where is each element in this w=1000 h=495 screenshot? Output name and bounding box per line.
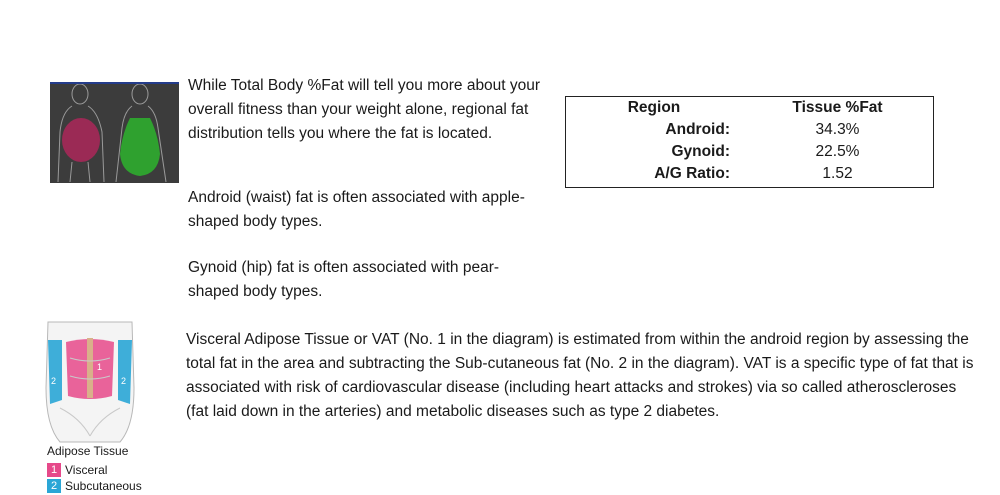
android-paragraph: Android (waist) fat is often associated with apple-shaped body types. xyxy=(188,189,525,230)
android-region-marker xyxy=(62,118,100,162)
body-fat-distribution-image xyxy=(50,82,179,183)
legend-swatch-visceral: 1 xyxy=(47,463,61,477)
header-tissue-fat: Tissue %Fat xyxy=(792,99,883,116)
row-region-label: A/G Ratio: xyxy=(654,165,730,182)
diagram-label-subcutaneous-right: 2 xyxy=(121,376,127,386)
row-fat-value: 34.3% xyxy=(815,121,860,138)
silhouettes-illustration xyxy=(50,82,179,183)
vat-paragraph: Visceral Adipose Tissue or VAT (No. 1 in the diagram) is estimated from within the android region by assessing the total fat in the area and subtracting the Sub-cutaneous fat (No. 2 in the diagram). VAT is a specific type of fat that is associated with risk of cardiovascular disease (including heart attacks and strokes) via so called atheroscleroses (fat laid down in the arteries) and metabolic diseases such as type 2 diabetes. xyxy=(186,331,974,420)
abdomen-cross-section-illustration xyxy=(40,318,140,448)
diagram-label-subcutaneous-left: 2 xyxy=(51,376,57,386)
adipose-tissue-diagram xyxy=(40,318,140,448)
legend-item-subcutaneous xyxy=(47,479,142,493)
table-row xyxy=(566,163,933,185)
gynoid-region-marker xyxy=(120,118,160,176)
region-fat-table xyxy=(565,96,934,188)
header-region: Region xyxy=(627,99,681,116)
legend-label-subcutaneous: Subcutaneous xyxy=(65,479,142,493)
diagram-label-visceral: 1 xyxy=(97,362,103,372)
gynoid-paragraph: Gynoid (hip) fat is often associated with pear-shaped body types. xyxy=(188,259,500,300)
table-row xyxy=(566,141,933,163)
legend-item-visceral xyxy=(47,463,107,477)
table-row xyxy=(566,119,933,141)
row-region-label: Android: xyxy=(665,121,730,138)
row-fat-value: 1.52 xyxy=(822,165,853,182)
row-region-label: Gynoid: xyxy=(671,143,730,160)
intro-paragraph: While Total Body %Fat will tell you more about your overall fitness than your weight alone, regional fat distribution tells you where the fat is located. xyxy=(188,77,541,142)
table-header-row xyxy=(566,97,933,119)
legend-swatch-subcutaneous: 2 xyxy=(47,479,61,493)
legend-label-visceral: Visceral xyxy=(65,463,108,477)
row-fat-value: 22.5% xyxy=(815,143,860,160)
adipose-tissue-title: Adipose Tissue xyxy=(47,444,129,458)
